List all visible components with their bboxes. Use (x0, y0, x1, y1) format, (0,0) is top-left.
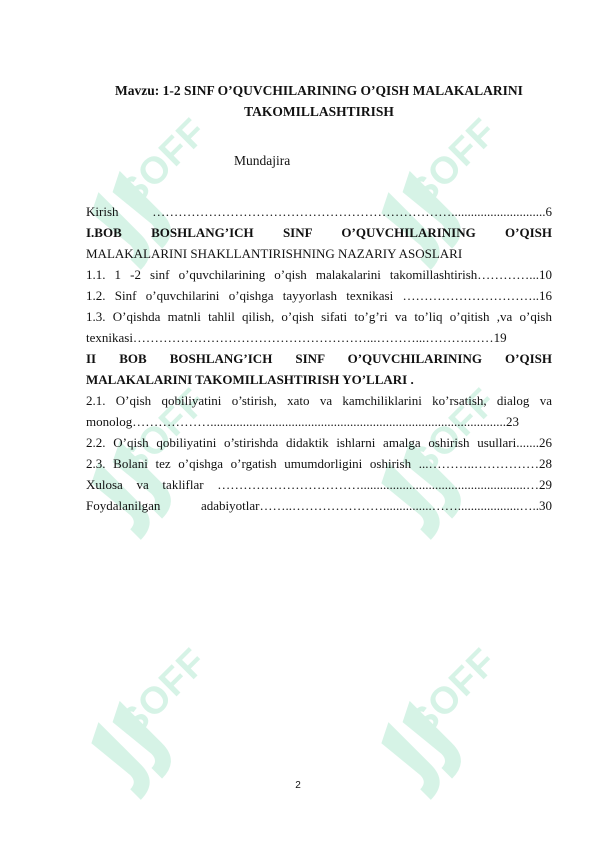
contents-heading: Mundajira (234, 153, 291, 168)
toc-chapter-2-heading-cont[interactable]: MALAKALARINI TAKOMILLASHTIRISH YO’LLARI . (86, 372, 414, 387)
toc-chapter-2-heading[interactable]: II BOB BOSHLANG’ICH SINF O’QUVCHILARINING O’QISH (86, 351, 552, 366)
watermark-text: SOFF (401, 640, 506, 745)
watermark-text: SOFF (111, 110, 216, 215)
toc-chapter-1-heading-cont[interactable]: MALAKALARINI SHAKLLANTIRISHNING NAZARIY ASOSLARI (86, 246, 463, 261)
watermark-text: SOFF (401, 380, 506, 485)
toc-entry-1-3-cont[interactable]: texnikasi………………………………………………...………...……….……19 (86, 330, 507, 345)
toc-entry-1-3[interactable]: 1.3. O’qishda matnli tahlil qilish, o’qish sifati to’g’ri va to’liq o’qitish ,va o’qish (86, 309, 552, 324)
watermark-text: SOFF (111, 640, 216, 745)
toc-entry-2-1-cont[interactable]: monolog………………...........................................................................................23 (86, 414, 519, 429)
toc-entry-conclusion[interactable]: Xulosa va takliflar ……………………………...................................................…29 (86, 477, 552, 492)
table-of-contents (86, 201, 552, 516)
document-title (86, 80, 552, 122)
toc-chapter-1-heading[interactable]: I.BOB BOSHLANG’ICH SINF O’QUVCHILARINING O’QISH (86, 225, 552, 240)
title-line-2: TAKOMILLASHTIRISH (244, 104, 394, 119)
watermark-text: SOFF (111, 380, 216, 485)
toc-entry-1-2[interactable]: 1.2. Sinf o’quvchilarini o’qishga tayyorlash texnikasi …………………………..16 (86, 288, 552, 303)
watermark-text: SOFF (401, 110, 506, 215)
toc-entry-2-2[interactable]: 2.2. O’qish qobiliyatini o’stirishda didaktik ishlarni amalga oshirish usullari.......26 (86, 435, 552, 450)
page-number: 2 (295, 780, 301, 791)
title-line-1: Mavzu: 1-2 SINF O’QUVCHILARINING O’QISH MALAKALARINI (115, 83, 523, 98)
toc-entry-1-1[interactable]: 1.1. 1 -2 sinf o’quvchilarining o’qish malakalarini takomillashtirish…………...10 (86, 267, 552, 282)
toc-entry-references[interactable]: Foydalanilgan adabiyotlar……..…………………...............……...................…..30 (86, 498, 552, 513)
toc-entry-2-1[interactable]: 2.1. O’qish qobiliyatini o’stirish, xato va kamchiliklarini ko’rsatish, dialog va (86, 393, 552, 408)
toc-entry-2-3[interactable]: 2.3. Bolani tez o’qishga o’rgatish umumdorligini oshirish ...………..……………28 (86, 456, 552, 471)
toc-entry-introduction[interactable]: Kirish …………………………………………………………….............................6 (86, 204, 552, 219)
